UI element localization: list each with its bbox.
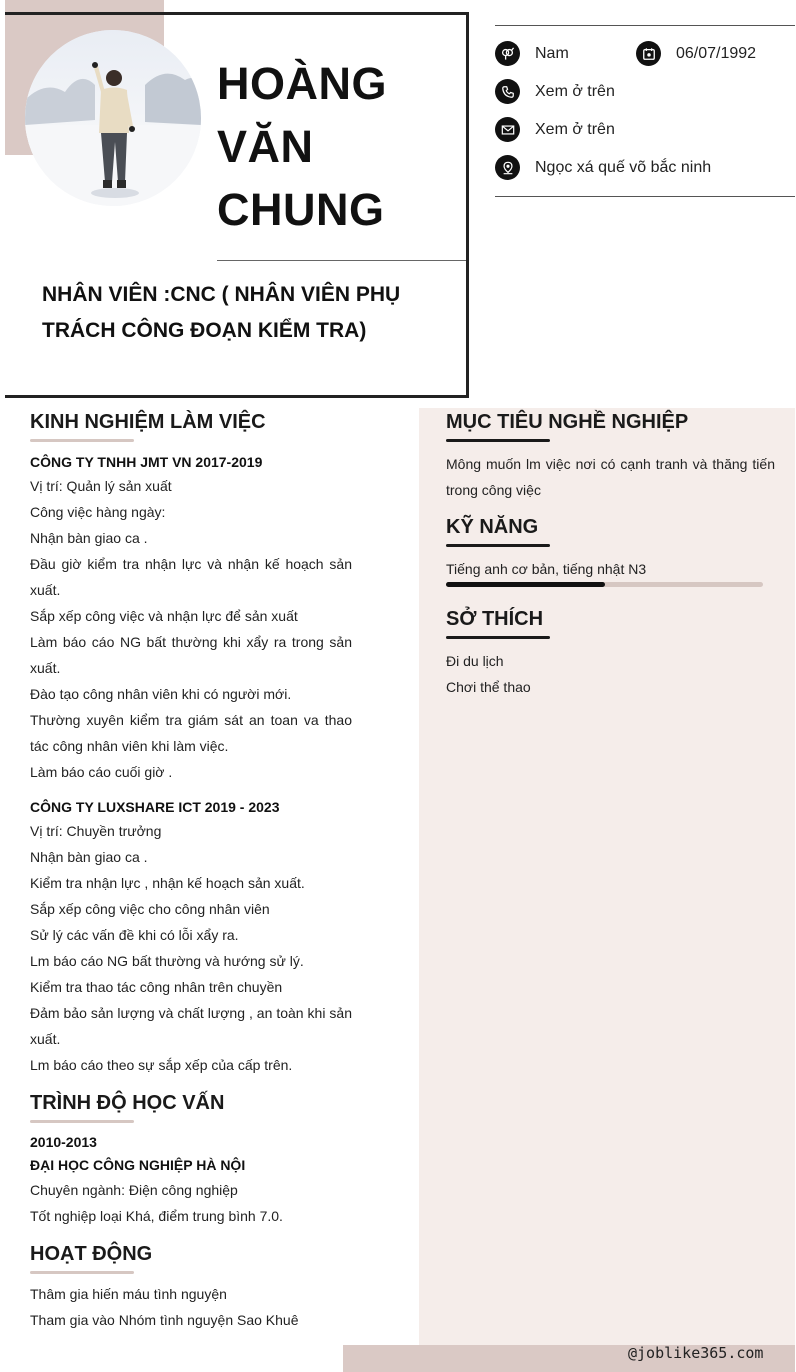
job-2-details — [30, 818, 352, 1078]
phone-value: Xem ở trên — [535, 82, 615, 100]
job-1-details — [30, 473, 352, 785]
education-result: Tốt nghiệp loại Khá, điểm trung bình 7.0. — [30, 1208, 283, 1224]
objective-text: Mông muốn lm việc nơi có cạnh tranh và thăng tiến trong công việc — [446, 456, 775, 498]
job-1-line: Đầu giờ kiểm tra nhận lực và nhận kế hoạch sản xuất. — [30, 556, 352, 598]
name-line-3: CHUNG — [217, 184, 385, 235]
skills-title: KỸ NĂNG — [446, 516, 539, 538]
name-line-2: VĂN — [217, 121, 314, 172]
education-years: 2010-2013 — [30, 1134, 97, 1150]
job-2-line: Kiểm tra nhận lực , nhận kế hoạch sản xuất. — [30, 875, 305, 891]
name-divider — [217, 260, 466, 261]
job-2-line: Lm báo cáo theo sự sắp xếp của cấp trên. — [30, 1057, 293, 1073]
gender-value: Nam — [535, 44, 569, 62]
education-title: TRÌNH ĐỘ HỌC VẤN — [30, 1092, 225, 1114]
activities-underline — [30, 1271, 134, 1274]
job-1-line: Thường xuyên kiểm tra giám sát an toan va thao tác công nhân viên khi làm việc. — [30, 712, 352, 754]
job-1-line: Nhận bàn giao ca . — [30, 530, 148, 546]
dob-value: 06/07/1992 — [676, 44, 757, 62]
job-2-line: Kiểm tra thao tác công nhân trên chuyền — [30, 979, 283, 995]
contact-top-divider — [495, 25, 795, 26]
email-value: Xem ở trên — [535, 120, 615, 138]
footer-site-link[interactable]: @joblike365.com — [628, 1344, 764, 1362]
job-1 — [30, 451, 352, 785]
activities-title: HOẠT ĐỘNG — [30, 1243, 153, 1265]
activities-list — [30, 1281, 352, 1333]
activity-item: Tham gia vào Nhóm tình nguyện Sao Khuê — [30, 1312, 299, 1328]
contact-email — [495, 117, 615, 142]
hobbies-underline — [446, 636, 550, 639]
job-2-heading: CÔNG TY LUXSHARE ICT 2019 - 2023 — [30, 799, 280, 815]
education-details — [30, 1131, 352, 1229]
objective-title: MỤC TIÊU NGHỀ NGHIỆP — [446, 411, 689, 433]
contact-dob — [636, 41, 756, 66]
job-1-line: Làm báo cáo NG bất thường khi xẩy ra trong sản xuất. — [30, 634, 352, 676]
job-2 — [30, 796, 352, 1078]
hobbies-list — [446, 648, 775, 700]
right-column-panel — [419, 408, 795, 1345]
skill-name: Tiếng anh cơ bản, tiếng nhật N3 — [446, 561, 647, 577]
activity-item: Thâm gia hiến máu tình nguyện — [30, 1286, 227, 1302]
contact-address — [495, 155, 711, 180]
job-2-line: Nhận bàn giao ca . — [30, 849, 148, 865]
job-1-line: Đào tạo công nhân viên khi có người mới. — [30, 686, 292, 702]
objective-underline — [446, 439, 550, 442]
contact-gender — [495, 41, 569, 66]
experience-underline — [30, 439, 134, 442]
job-2-line: Lm báo cáo NG bất thường và hướng sử lý. — [30, 953, 304, 969]
experience-title: KINH NGHIỆM LÀM VIỆC — [30, 411, 266, 433]
job-2-line: Đảm bảo sản lượng và chất lượng , an toàn khi sản xuất. — [30, 1005, 352, 1047]
address-value: Ngọc xá quế võ bắc ninh — [535, 158, 712, 176]
avatar — [25, 30, 201, 206]
skill-level-track — [446, 582, 763, 587]
full-name — [217, 52, 462, 241]
skills-underline — [446, 544, 550, 547]
name-line-1: HOÀNG — [217, 58, 387, 109]
job-1-line: Vị trí: Quản lý sản xuất — [30, 478, 172, 494]
job-1-heading: CÔNG TY TNHH JMT VN 2017-2019 — [30, 454, 263, 470]
gender-icon — [495, 41, 520, 66]
hobby-item: Chơi thể thao — [446, 679, 531, 695]
job-1-line: Làm báo cáo cuối giờ . — [30, 764, 173, 780]
contact-bottom-divider — [495, 196, 795, 197]
job-2-line: Sử lý các vấn đề khi có lỗi xẩy ra. — [30, 927, 239, 943]
hobbies-title: SỞ THÍCH — [446, 608, 544, 630]
skill-level-fill — [446, 582, 605, 587]
location-pin-icon — [495, 155, 520, 180]
job-2-line: Sắp xếp công việc cho công nhân viên — [30, 901, 270, 917]
job-1-line: Công việc hàng ngày: — [30, 504, 166, 520]
envelope-icon — [495, 117, 520, 142]
job-position: NHÂN VIÊN :CNC ( NHÂN VIÊN PHỤ TRÁCH CÔNG ĐOẠN KIỂM TRA) — [42, 283, 401, 342]
education-major: Chuyên ngành: Điện công nghiệp — [30, 1182, 238, 1198]
job-1-line: Sắp xếp công việc và nhận lực để sản xuất — [30, 608, 298, 624]
contact-phone — [495, 79, 615, 104]
job-2-line: Vị trí: Chuyền trưởng — [30, 823, 162, 839]
education-school: ĐẠI HỌC CÔNG NGHIỆP HÀ NỘI — [30, 1157, 246, 1173]
avatar-photo — [25, 30, 201, 206]
calendar-icon — [636, 41, 661, 66]
phone-icon — [495, 79, 520, 104]
hobby-item: Đi du lịch — [446, 653, 504, 669]
education-underline — [30, 1120, 134, 1123]
